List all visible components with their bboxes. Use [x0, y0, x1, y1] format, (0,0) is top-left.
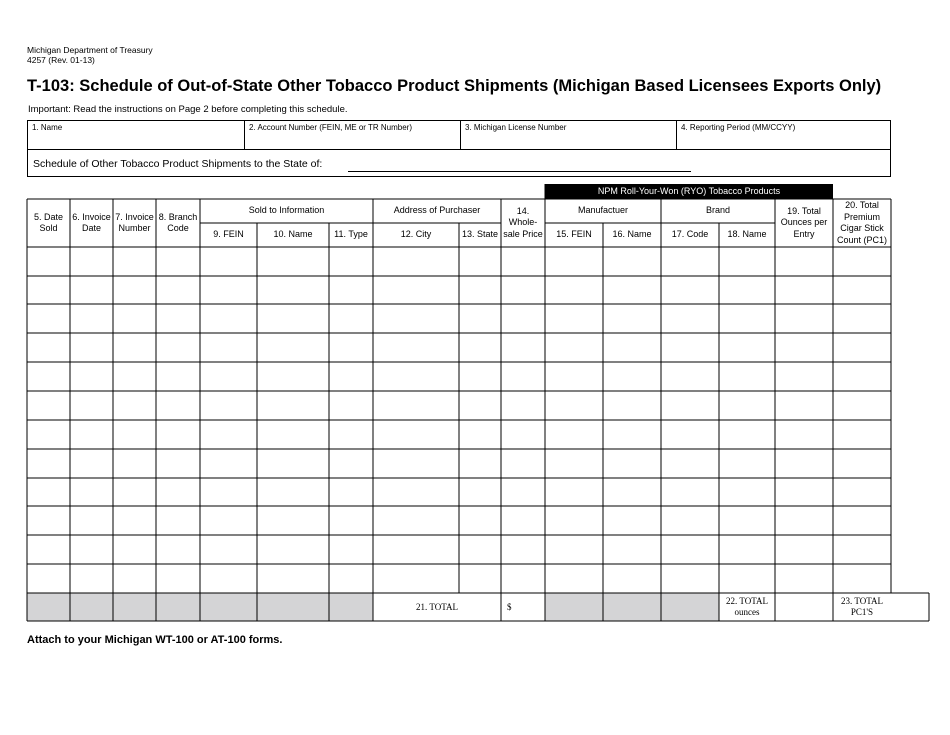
col-wholesale-price: 14. Whole-sale Price — [503, 205, 543, 239]
col-date-sold: 5. Date Sold — [33, 211, 64, 233]
agency-name: Michigan Department of Treasury — [27, 45, 153, 55]
group-address: Address of Purchaser — [393, 205, 481, 216]
col-total-ounces: 19. Total Ounces per Entry — [780, 205, 828, 239]
col-city: 12. City — [400, 229, 432, 240]
group-manufacturer: Manufactuer — [577, 205, 629, 216]
total-21-label: 21. TOTAL — [416, 601, 458, 612]
group-sold-to: Sold to Information — [248, 205, 325, 216]
total-23-value[interactable] — [891, 593, 929, 621]
total-23-label: 23. TOTAL PC1'S — [841, 596, 883, 617]
account-number-label: 2. Account Number (FEIN, ME or TR Number) — [249, 123, 413, 132]
total-21-dollar[interactable]: $ — [507, 601, 512, 612]
reporting-period-label: 4. Reporting Period (MM/CCYY) — [681, 123, 796, 132]
col-sold-name: 10. Name — [273, 229, 313, 240]
name-field-label: 1. Name — [32, 123, 63, 132]
important-note: Important: Read the instructions on Page 2 before completing this schedule. — [28, 104, 348, 115]
col-invoice-number: 7. Invoice Number — [115, 211, 154, 233]
col-invoice-date: 6. Invoice Date — [72, 211, 111, 233]
form-title: T-103: Schedule of Out-of-State Other Tobacco Product Shipments (Michigan Based Licensees Exports Only) — [27, 77, 882, 95]
form-code: 4257 (Rev. 01-13) — [27, 55, 95, 65]
col-state: 13. State — [461, 229, 499, 240]
col-mfr-fein: 15. FEIN — [556, 229, 592, 240]
col-premium-cigar-count: 20. Total Premium Cigar Stick Count (PC1) — [836, 200, 888, 245]
npm-ryo-band: NPM Roll-Your-Won (RYO) Tobacco Products — [545, 184, 833, 199]
col-branch-code: 8. Branch Code — [158, 211, 198, 233]
group-brand: Brand — [705, 205, 731, 216]
state-label: Schedule of Other Tobacco Product Shipments to the State of: — [33, 158, 323, 170]
col-brand-name: 18. Name — [727, 229, 767, 240]
col-sold-type: 11. Type — [334, 229, 368, 240]
license-number-label: 3. Michigan License Number — [465, 123, 567, 132]
total-22-value[interactable] — [775, 593, 833, 621]
total-22-label: 22. TOTAL ounces — [726, 596, 768, 617]
col-mfr-name: 16. Name — [612, 229, 652, 240]
col-brand-code: 17. Code — [671, 229, 709, 240]
attach-instruction: Attach to your Michigan WT-100 or AT-100 forms. — [27, 634, 283, 646]
col-sold-fein: 9. FEIN — [213, 229, 244, 240]
